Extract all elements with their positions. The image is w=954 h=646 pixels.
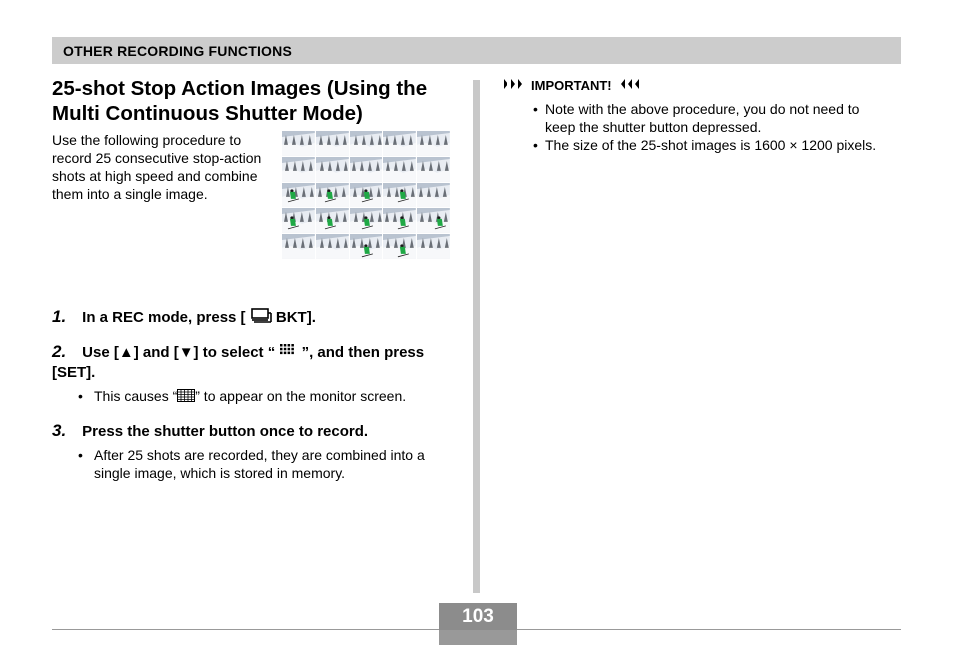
important-list — [533, 101, 893, 156]
section-header — [52, 37, 901, 64]
important-label: IMPORTANT! — [531, 78, 612, 93]
stop-action-image-grid — [282, 131, 450, 259]
important-heading — [503, 78, 640, 93]
page-number-box — [439, 603, 517, 645]
shot-thumbnail — [383, 234, 416, 259]
monitor-grid-icon — [177, 388, 195, 406]
bkt-icon — [250, 307, 272, 329]
step-2-text-after: ”, and then press [SET]. — [52, 344, 425, 382]
intro-paragraph: Use the following procedure to record 25 consecutive stop-action shots at high speed and combine them into a single image. — [52, 132, 262, 202]
step-1 — [52, 307, 316, 329]
important-item-2: • The size of the 25-shot images is 1600 × 1200 pixels. — [533, 137, 893, 155]
step-2-text-before: Use [▲] and [▼] to select “ — [82, 344, 276, 361]
shot-thumbnail — [383, 131, 416, 156]
multi-continuous-icon — [279, 343, 297, 363]
shot-thumbnail — [350, 157, 383, 182]
step-1-text-after: BKT]. — [275, 309, 316, 326]
shot-thumbnail — [282, 131, 315, 156]
shot-thumbnail — [350, 131, 383, 156]
step-2 — [52, 342, 452, 383]
shot-thumbnail — [316, 131, 349, 156]
shot-thumbnail — [417, 183, 450, 208]
shot-thumbnail — [417, 208, 450, 233]
shot-thumbnail — [383, 208, 416, 233]
step-3-note-text: After 25 shots are recorded, they are combined into a single image, which is stored in memory. — [94, 447, 425, 481]
shot-thumbnail — [316, 183, 349, 208]
shot-thumbnail — [350, 183, 383, 208]
shot-thumbnail — [350, 234, 383, 259]
shot-thumbnail — [282, 208, 315, 233]
step-3-number: 3. — [52, 421, 67, 440]
step-1-number: 1. — [52, 307, 67, 326]
shot-thumbnail — [383, 183, 416, 208]
step-1-text-before: In a REC mode, press [ — [82, 309, 246, 326]
step-3 — [52, 421, 368, 442]
shot-thumbnail — [282, 234, 315, 259]
title-line-1: 25-shot Stop Action Images (Using the — [52, 77, 428, 100]
shot-thumbnail — [350, 208, 383, 233]
important-item-1: • Note with the above procedure, you do not need to keep the shutter button depressed. — [533, 101, 893, 136]
page-title — [52, 76, 462, 126]
shot-thumbnail — [316, 157, 349, 182]
shot-thumbnail — [383, 157, 416, 182]
shot-thumbnail — [316, 208, 349, 233]
bullet: • — [78, 388, 83, 404]
step-2-note-after: ” to appear on the monitor screen. — [195, 388, 407, 404]
column-divider — [473, 80, 480, 593]
step-2-note-before: This causes “ — [94, 388, 178, 404]
step-3-note — [78, 446, 448, 482]
shot-thumbnail — [316, 234, 349, 259]
title-line-2: Multi Continuous Shutter Mode) — [52, 102, 363, 125]
shot-thumbnail — [282, 157, 315, 182]
bullet: • — [78, 447, 83, 463]
shot-thumbnail — [417, 157, 450, 182]
important-right-icon — [618, 78, 640, 93]
step-3-text: Press the shutter button once to record. — [82, 423, 369, 440]
step-2-number: 2. — [52, 342, 67, 361]
step-2-note — [78, 387, 448, 406]
important-left-icon — [503, 78, 525, 93]
shot-thumbnail — [417, 234, 450, 259]
shot-thumbnail — [282, 183, 315, 208]
section-title: OTHER RECORDING FUNCTIONS — [63, 43, 292, 59]
shot-thumbnail — [417, 131, 450, 156]
page-number: 103 — [462, 606, 494, 627]
